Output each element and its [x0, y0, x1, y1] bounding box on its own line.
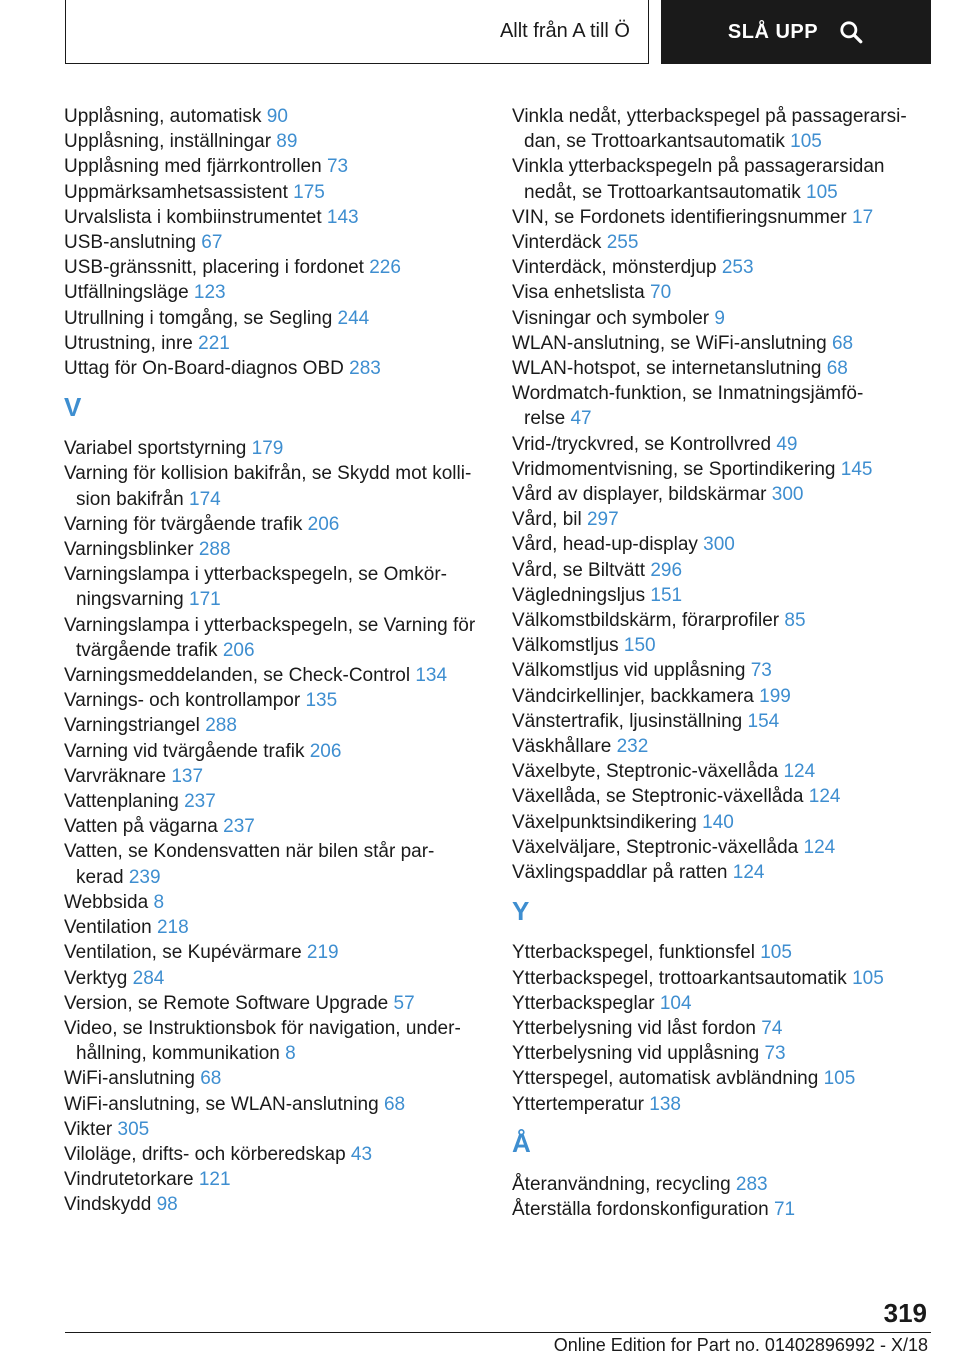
page-reference-link[interactable]: 239	[128, 866, 161, 888]
entry-text: Ventilation, se Kupévärmare	[64, 942, 307, 964]
entry-text: Upplåsning, inställningar	[64, 131, 277, 153]
page-reference-link[interactable]: 218	[156, 917, 189, 939]
entry-text: Viloläge, drifts- och körberedskap	[64, 1143, 351, 1165]
entry-text: Varning för tvärgående trafik	[64, 513, 308, 535]
page-reference-link[interactable]: 219	[306, 942, 339, 964]
entry-text: WiFi-anslutning, se WLAN-anslutning	[64, 1093, 384, 1115]
entry-text-continued: sion bakifrån	[76, 488, 190, 510]
entry-text: Utrustning, inre	[64, 332, 199, 354]
entry-text: Väskhållare	[512, 736, 617, 758]
index-entry	[64, 104, 484, 129]
index-entry	[512, 432, 912, 457]
entry-text: Yttertemperatur	[512, 1093, 650, 1115]
page-reference-link[interactable]: 105	[823, 1068, 856, 1090]
index-entry	[512, 734, 912, 759]
entry-text: Upplåsning med fjärrkontrollen	[64, 156, 327, 178]
index-entry	[512, 558, 912, 583]
page-reference-link[interactable]: 105	[760, 942, 792, 964]
entry-text: Ytterbackspegel, funktionsfel	[512, 942, 761, 964]
index-letter-heading: V	[64, 392, 82, 423]
entry-text: Vinkla nedåt, ytterbackspegel på passagerarsi-	[512, 106, 907, 127]
index-letter-heading: Y	[512, 896, 530, 927]
entry-text: WLAN-anslutning, se WiFi-anslutning	[512, 332, 832, 354]
index-entry	[512, 633, 912, 658]
page-reference-link[interactable]: 237	[184, 791, 216, 813]
page-reference-link[interactable]: 124	[803, 836, 836, 858]
index-entry	[512, 1197, 912, 1222]
index-entry	[64, 1167, 484, 1192]
entry-text: Upplåsning, automatisk	[64, 106, 267, 127]
page-reference-link[interactable]: 85	[784, 610, 806, 632]
page-reference-link[interactable]: 124	[808, 786, 841, 808]
index-entry	[64, 280, 484, 305]
page-reference-link[interactable]: 175	[293, 181, 325, 203]
page-reference-link[interactable]: 297	[586, 509, 619, 531]
page-reference-link[interactable]: 90	[266, 106, 288, 127]
index-entry	[64, 789, 484, 814]
page-reference-link[interactable]: 105	[852, 967, 884, 989]
footer-divider	[65, 1332, 931, 1333]
index-entry	[512, 684, 912, 709]
index-entry	[512, 356, 912, 381]
index-entry	[512, 104, 912, 154]
entry-text: Version, se Remote Software Upgrade	[64, 992, 394, 1014]
index-entry	[64, 764, 484, 789]
entry-text: Uppmärksamhetsassistent	[64, 181, 294, 203]
index-entry	[512, 966, 912, 991]
index-entry	[64, 1066, 484, 1091]
index-entry	[512, 583, 912, 608]
page-reference-link[interactable]: 68	[200, 1068, 222, 1090]
page-reference-link[interactable]: 17	[852, 206, 874, 228]
index-entry	[512, 255, 912, 280]
page-reference-link[interactable]: 137	[171, 765, 204, 787]
index-entry	[64, 436, 484, 461]
page-number: 319	[883, 1298, 927, 1328]
page-reference-link[interactable]: 73	[326, 156, 349, 178]
page-reference-link[interactable]: 253	[721, 257, 754, 279]
entry-text: Vrid-/tryckvred, se Kontrollvred	[512, 433, 777, 455]
entry-text: Vridmomentvisning, se Sportindikering	[512, 458, 841, 480]
index-entry	[512, 154, 912, 204]
page-reference-link[interactable]: 206	[309, 740, 342, 762]
entry-text: Ventilation	[64, 917, 157, 939]
page-reference-link[interactable]: 124	[732, 862, 765, 884]
index-entry	[64, 839, 484, 889]
index-entry	[64, 1117, 484, 1142]
index-entry	[512, 835, 912, 860]
index-entry	[64, 890, 484, 915]
index-entry	[512, 1041, 912, 1066]
page-reference-link[interactable]: 145	[840, 458, 873, 480]
search-tab[interactable]	[661, 0, 931, 64]
index-entry	[512, 940, 912, 965]
index-entry	[512, 658, 912, 683]
entry-text: Varning vid tvärgående trafik	[64, 740, 310, 762]
page-reference-link[interactable]: 105	[806, 181, 838, 203]
page-reference-link[interactable]: 150	[623, 635, 656, 657]
entry-text: Ytterbackspeglar	[512, 992, 660, 1014]
page-reference-link[interactable]: 305	[117, 1118, 150, 1140]
entry-text: Webbsida	[64, 891, 154, 913]
page-reference-link[interactable]: 179	[251, 438, 284, 460]
index-entry	[64, 562, 484, 612]
entry-text: Vinkla ytterbackspegeln på passagerarsidan	[512, 156, 885, 178]
entry-text: Varningsblinker	[64, 539, 199, 561]
page-reference-link[interactable]: 68	[831, 332, 854, 354]
entry-text: Varnings- och kontrollampor	[64, 690, 306, 712]
page-reference-link[interactable]: 68	[826, 358, 848, 380]
index-entry	[64, 306, 484, 331]
entry-text: Vård, se Biltvätt	[512, 559, 651, 581]
page-reference-link[interactable]: 206	[222, 639, 255, 661]
index-letter-heading: Å	[512, 1127, 531, 1158]
a-to-z-label: Allt från A till Ö	[499, 20, 630, 42]
entry-text: WLAN-hotspot, se internetanslutning	[512, 358, 827, 380]
page-reference-link[interactable]: 134	[415, 665, 448, 687]
page-reference-link[interactable]: 73	[750, 660, 772, 682]
index-entry	[64, 991, 484, 1016]
index-entry	[64, 180, 484, 205]
entry-text: WiFi-anslutning	[64, 1068, 201, 1090]
index-entry	[512, 230, 912, 255]
page-reference-link[interactable]: 47	[570, 408, 592, 430]
page-reference-link[interactable]: 68	[383, 1093, 406, 1115]
entry-text: Vägledningsljus	[512, 584, 651, 606]
entry-text: Vattenplaning	[64, 791, 185, 813]
index-entry	[512, 457, 912, 482]
index-entry	[512, 306, 912, 331]
index-entry	[64, 129, 484, 154]
page-reference-link[interactable]: 8	[153, 891, 165, 913]
index-entry	[64, 915, 484, 940]
page-reference-link[interactable]: 232	[616, 736, 649, 758]
entry-text: Vindrutetorkare	[64, 1169, 199, 1191]
index-column-left	[64, 104, 484, 1218]
entry-text: Vinterdäck, mönsterdjup	[512, 257, 722, 279]
index-entry	[64, 1092, 484, 1117]
page-reference-link[interactable]: 288	[205, 715, 237, 737]
page-reference-link[interactable]: 8	[285, 1043, 296, 1065]
page-reference-link[interactable]: 67	[201, 232, 223, 254]
index-entry	[64, 688, 484, 713]
page-reference-link[interactable]: 199	[759, 685, 791, 707]
index-entry	[64, 154, 484, 179]
entry-text: Vård, head-up-display	[512, 534, 704, 556]
index-entry	[64, 331, 484, 356]
index-entry	[64, 230, 484, 255]
page-reference-link[interactable]: 151	[650, 584, 683, 606]
page-reference-link[interactable]: 140	[702, 811, 734, 833]
entry-text: Video, se Instruktionsbok för navigation, under-	[64, 1017, 461, 1039]
page-reference-link[interactable]: 171	[189, 589, 221, 611]
index-entry	[512, 759, 912, 784]
page-reference-link[interactable]: 49	[776, 433, 798, 455]
index-entry	[64, 356, 484, 381]
page-reference-link[interactable]: 154	[747, 710, 780, 732]
page-reference-link[interactable]: 57	[393, 992, 415, 1014]
page-reference-link[interactable]: 105	[790, 131, 822, 153]
page-reference-link[interactable]: 121	[198, 1169, 231, 1191]
footer-edition: Online Edition for Part no. 01402896992 - X/18	[553, 1335, 928, 1355]
index-entry	[512, 608, 912, 633]
page-reference-link[interactable]: 296	[650, 559, 683, 581]
entry-text: Visa enhetslista	[512, 282, 651, 304]
entry-text: Växelpunktsindikering	[512, 811, 703, 833]
entry-text-continued: tvärgående trafik	[76, 639, 223, 661]
entry-text: Variabel sportstyrning	[64, 438, 252, 460]
entry-text: Välkomstljus	[512, 635, 624, 657]
page-reference-link[interactable]: 70	[650, 282, 672, 304]
entry-text: Wordmatch-funktion, se Inmatningsjämfö-	[512, 383, 864, 405]
index-entry	[64, 713, 484, 738]
page-header	[65, 0, 931, 66]
index-entry	[512, 709, 912, 734]
entry-text: Växelväljare, Steptronic-växellåda	[512, 836, 804, 858]
entry-text: Ytterbackspegel, trottoarkantsautomatik	[512, 967, 853, 989]
entry-text: Vatten på vägarna	[64, 816, 224, 838]
page-reference-link[interactable]: 226	[369, 257, 401, 279]
entry-text: Vikter	[64, 1118, 118, 1140]
index-entry	[64, 255, 484, 280]
page-reference-link[interactable]: 138	[649, 1093, 681, 1115]
entry-text-continued: kerad	[76, 866, 129, 888]
page-reference-link[interactable]: 300	[771, 484, 804, 506]
index-entry	[64, 512, 484, 537]
page-reference-link[interactable]: 74	[761, 1017, 783, 1039]
index-entry	[512, 280, 912, 305]
entry-text-continued: relse	[524, 408, 571, 430]
entry-text: Vändcirkellinjer, backkamera	[512, 685, 760, 707]
entry-text: Ytterbelysning vid upplåsning	[512, 1043, 765, 1065]
entry-text: Utrullning i tomgång, se Segling	[64, 307, 338, 329]
page-reference-link[interactable]: 9	[714, 307, 725, 329]
entry-text: Varning för kollision bakifrån, se Skydd mot kolli-	[64, 463, 472, 485]
page-reference-link[interactable]: 71	[773, 1198, 796, 1220]
entry-text: Vänstertrafik, ljusinställning	[512, 710, 748, 732]
index-entry	[512, 810, 912, 835]
page-reference-link[interactable]: 123	[193, 282, 226, 304]
entry-text: Varningstriangel	[64, 715, 206, 737]
index-entry	[512, 1016, 912, 1041]
entry-text: Växelbyte, Steptronic-växellåda	[512, 761, 784, 783]
page-reference-link[interactable]: 43	[350, 1143, 373, 1165]
page-reference-link[interactable]: 98	[156, 1194, 178, 1216]
entry-text: Växellåda, se Steptronic-växellåda	[512, 786, 809, 808]
entry-text: Ytterspegel, automatisk avbländning	[512, 1068, 824, 1090]
index-entry	[512, 205, 912, 230]
index-entry	[512, 784, 912, 809]
entry-text: Vård av displayer, bildskärmar	[512, 484, 772, 506]
page-reference-link[interactable]: 104	[659, 992, 692, 1014]
page-reference-link[interactable]: 300	[703, 534, 735, 556]
search-icon	[838, 19, 864, 45]
index-entry	[64, 461, 484, 511]
entry-text: Varningsmeddelanden, se Check-Control	[64, 665, 416, 687]
index-entry	[512, 991, 912, 1016]
entry-text: Varvräknare	[64, 765, 172, 787]
entry-text: Växlingspaddlar på ratten	[512, 862, 733, 884]
index-entry	[64, 1192, 484, 1217]
entry-text: Vatten, se Kondensvatten när bilen står par-	[64, 841, 435, 863]
entry-text: Vård, bil	[512, 509, 587, 531]
page-reference-link[interactable]: 221	[198, 332, 230, 354]
entry-text: USB-gränssnitt, placering i fordonet	[64, 257, 370, 279]
page-reference-link[interactable]: 89	[276, 131, 298, 153]
page-reference-link[interactable]: 237	[223, 816, 255, 838]
page-reference-link[interactable]: 288	[198, 539, 231, 561]
index-column-right	[512, 104, 912, 1222]
a-to-z-tab[interactable]	[65, 0, 649, 64]
page-reference-link[interactable]: 244	[337, 307, 370, 329]
page-reference-link[interactable]: 255	[606, 232, 639, 254]
entry-text: Välkomstbildskärm, förarprofiler	[512, 610, 785, 632]
entry-text-continued: nedåt, se Trottoarkantsautomatik	[524, 181, 806, 203]
index-entry	[512, 1172, 912, 1197]
page-reference-link[interactable]: 206	[307, 513, 340, 535]
entry-text: Verktyg	[64, 967, 133, 989]
entry-text: Ytterbelysning vid låst fordon	[512, 1017, 762, 1039]
page-reference-link[interactable]: 124	[783, 761, 816, 783]
index-entry	[64, 1016, 484, 1066]
entry-text: Varningslampa i ytterbackspegeln, se Omkör-	[64, 564, 447, 586]
index-entry	[512, 532, 912, 557]
entry-text-continued: ningsvarning	[76, 589, 190, 611]
index-entry	[64, 966, 484, 991]
entry-text: USB-anslutning	[64, 232, 202, 254]
index-entry	[64, 1142, 484, 1167]
entry-text: Urvalslista i kombiinstrumentet	[64, 206, 327, 228]
index-entry	[64, 814, 484, 839]
index-entry	[512, 482, 912, 507]
index-entry	[512, 381, 912, 431]
index-entry	[512, 1092, 912, 1117]
entry-text: Välkomstljus vid upplåsning	[512, 660, 751, 682]
index-entry	[64, 613, 484, 663]
page-reference-link[interactable]: 174	[189, 488, 221, 510]
page-reference-link[interactable]: 73	[764, 1043, 786, 1065]
index-entry	[64, 663, 484, 688]
entry-text: Varningslampa i ytterbackspegeln, se Varning för	[64, 614, 476, 636]
entry-text: Vinterdäck	[512, 232, 607, 254]
index-entry	[64, 537, 484, 562]
entry-text-continued: dan, se Trottoarkantsautomatik	[524, 131, 791, 153]
index-entry	[512, 860, 912, 885]
page-reference-link[interactable]: 283	[735, 1173, 768, 1195]
index-entry	[512, 1066, 912, 1091]
search-label: SLÅ UPP	[727, 20, 819, 43]
entry-text: Visningar och symboler	[512, 307, 715, 329]
page-reference-link[interactable]: 284	[132, 967, 165, 989]
page-reference-link[interactable]: 135	[305, 690, 338, 712]
index-entry	[64, 739, 484, 764]
entry-text: Uttag för On-Board-diagnos OBD	[64, 358, 350, 380]
page-reference-link[interactable]: 143	[326, 206, 359, 228]
index-entry	[64, 205, 484, 230]
entry-text-continued: hållning, kommunikation	[76, 1043, 286, 1065]
entry-text: Återställa fordonskonfiguration	[512, 1198, 774, 1220]
entry-text: VIN, se Fordonets identifieringsnummer	[512, 206, 853, 228]
page-reference-link[interactable]: 283	[349, 358, 381, 380]
index-entry	[512, 331, 912, 356]
entry-text: Vindskydd	[64, 1194, 157, 1216]
index-entry	[512, 507, 912, 532]
entry-text: Återanvändning, recycling	[512, 1173, 736, 1195]
index-entry	[64, 940, 484, 965]
entry-text: Utfällningsläge	[64, 282, 194, 304]
